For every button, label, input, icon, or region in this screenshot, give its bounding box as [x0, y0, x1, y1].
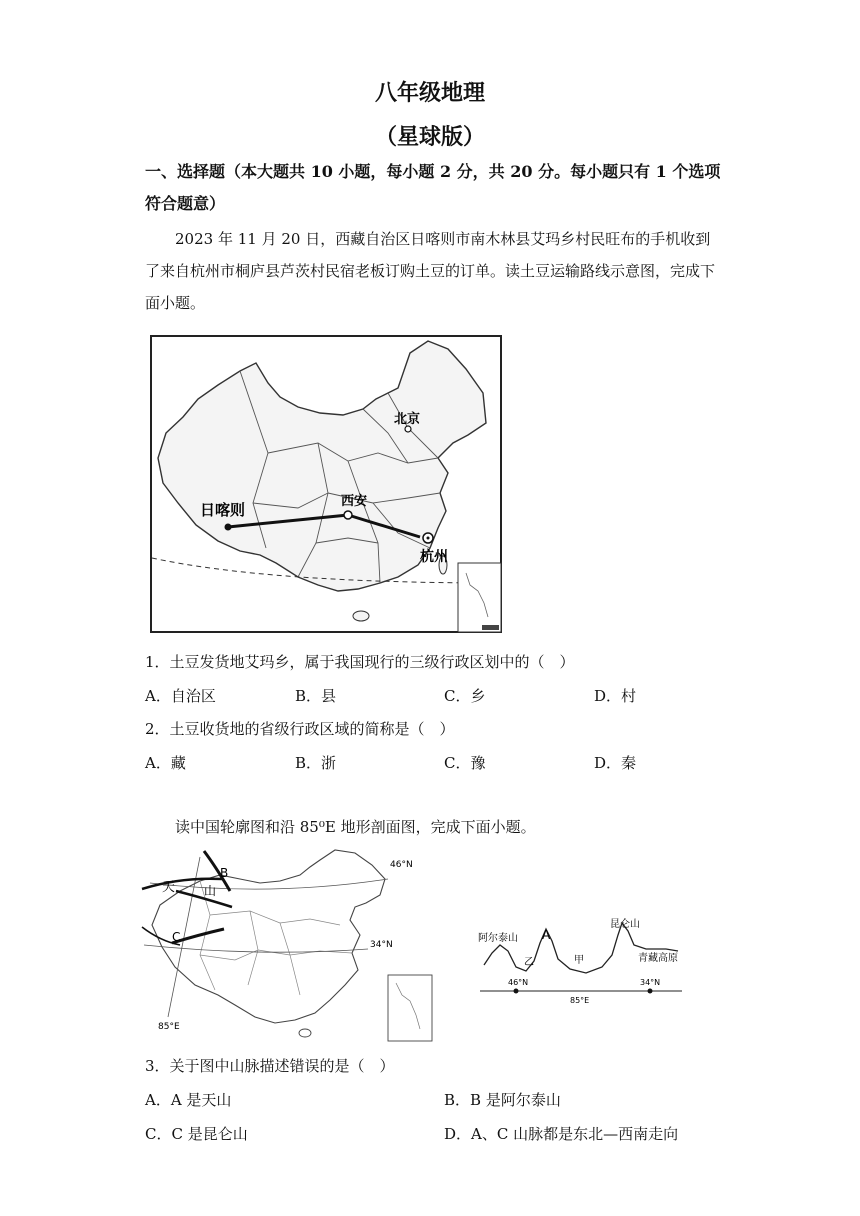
q1-option-c[interactable]: C．乡: [444, 687, 486, 705]
profile-lat34: 34°N: [640, 978, 661, 987]
passage-2: 读中国轮廓图和沿 85⁰E 地形剖面图，完成下面小题。: [175, 818, 536, 836]
q1-option-d[interactable]: D．村: [594, 687, 637, 705]
passage-1: 2023 年 11 月 20 日，西藏自治区日喀则市南木林县艾玛乡村民旺布的手机收到了来自杭州市桐庐县芦茨村民宿老板订购土豆的订单。读土豆运输路线示意图，完成下面小题。: [145, 230, 716, 312]
page-title: 八年级地理: [374, 80, 485, 106]
label-yi: 乙: [524, 957, 534, 968]
q1-option-a[interactable]: A．自治区: [145, 687, 216, 705]
q2-option-c[interactable]: C．豫: [444, 754, 486, 772]
label-a: A: [542, 928, 551, 942]
q2-option-b[interactable]: B．浙: [295, 754, 337, 772]
q2-option-a[interactable]: A．藏: [145, 754, 186, 772]
label-shan: 山: [204, 884, 217, 898]
china-outline-map: [140, 845, 440, 1045]
profile-lat46: 46°N: [508, 978, 529, 987]
label-b: B: [220, 866, 229, 880]
label-hangzhou: 杭州: [420, 549, 448, 565]
q3-option-d[interactable]: D．A、C 山脉都是东北—西南走向: [444, 1125, 679, 1143]
label-kunlun: 昆仑山: [610, 919, 640, 930]
question-2: 2．土豆收货地的省级行政区域的简称是（ ）: [145, 720, 455, 738]
q1-option-b[interactable]: B．县: [295, 687, 337, 705]
label-altai: 阿尔泰山: [478, 933, 518, 944]
label-rikaze: 日喀则: [200, 501, 246, 519]
label-lon85: 85°E: [158, 1022, 180, 1032]
q2-option-d[interactable]: D．秦: [594, 754, 637, 772]
label-beijing: 北京: [394, 412, 421, 427]
label-jia: 甲: [574, 955, 584, 966]
label-lat46: 46°N: [390, 860, 413, 870]
q3-option-c[interactable]: C．C 是昆仑山: [145, 1125, 248, 1143]
question-3: 3．关于图中山脉描述错误的是（ ）: [145, 1057, 395, 1075]
question-1: 1．土豆发货地艾玛乡，属于我国现行的三级行政区划中的（ ）: [145, 653, 575, 671]
section-heading: 一、选择题（本大题共 10 小题，每小题 2 分，共 20 分。每小题只有 1 个选项符合题意）: [145, 162, 721, 213]
route-map: [148, 333, 504, 635]
page-subtitle: （星球版）: [374, 124, 485, 150]
profile-lon85: 85°E: [570, 996, 590, 1005]
label-xian: 西安: [341, 494, 368, 509]
q3-option-b[interactable]: B．B 是阿尔泰山: [444, 1091, 561, 1109]
q3-option-a[interactable]: A．A 是天山: [145, 1091, 232, 1109]
label-lat34: 34°N: [370, 940, 393, 950]
label-c: C: [172, 930, 181, 944]
label-tian: 天: [162, 880, 176, 895]
label-qingzang: 青藏高原: [638, 953, 678, 964]
terrain-profile: [470, 905, 690, 1005]
